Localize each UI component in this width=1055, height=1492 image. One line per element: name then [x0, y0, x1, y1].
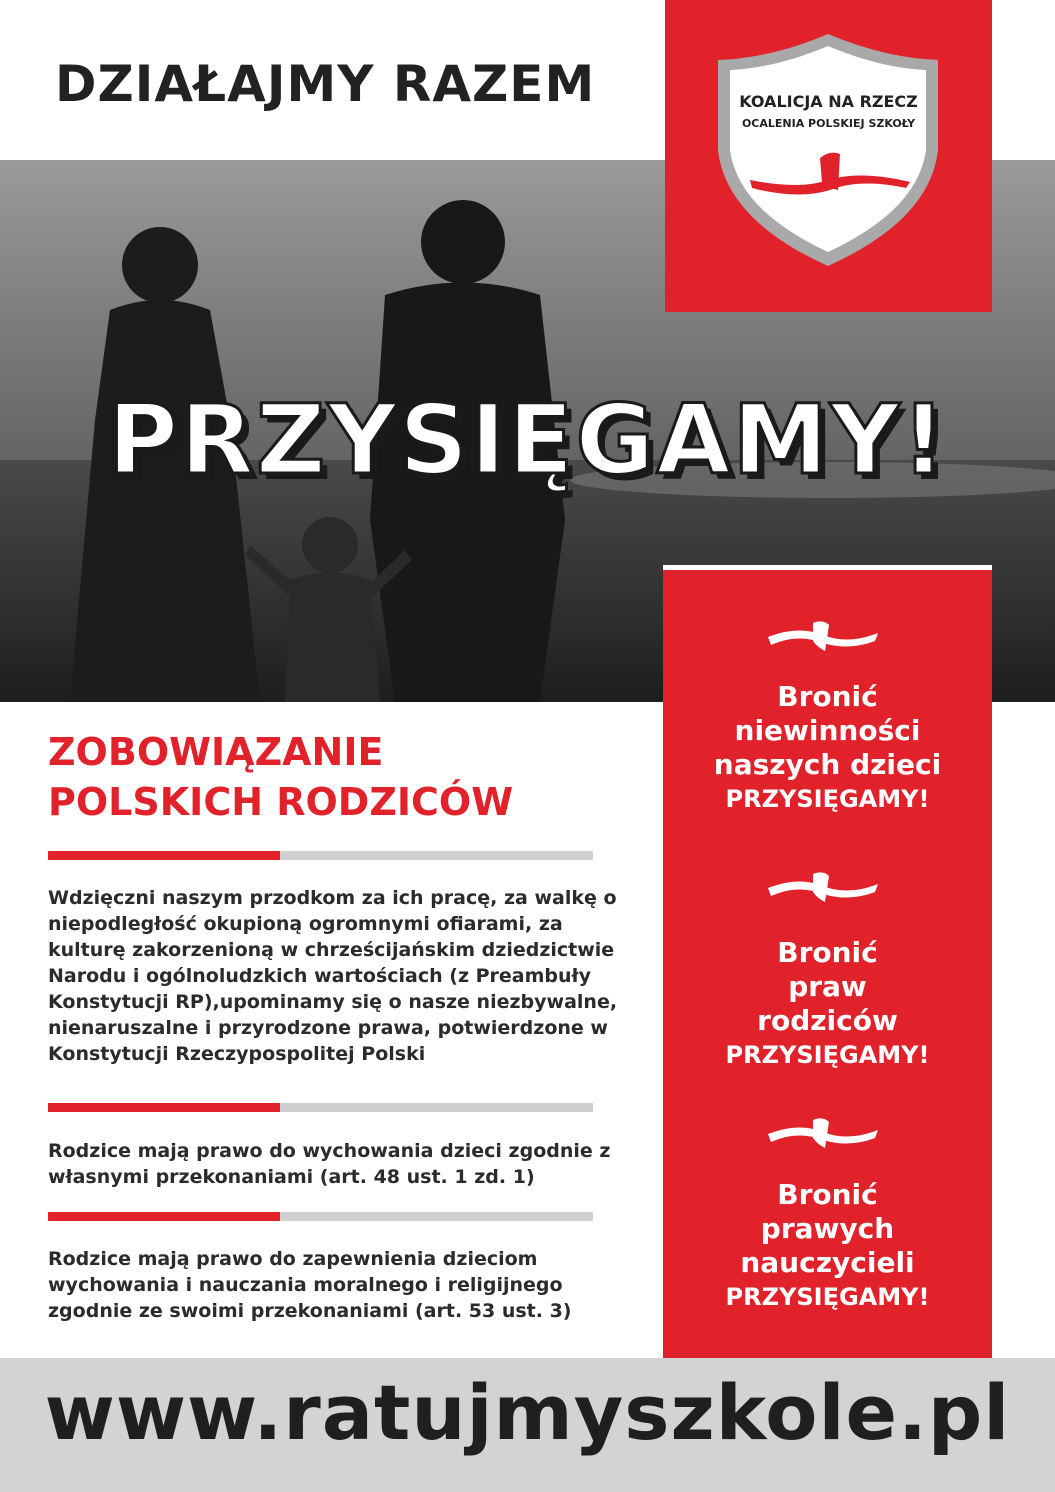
vow-1-line-3: naszych dzieci — [713, 748, 942, 781]
vow-2-line-1: Bronić — [777, 936, 878, 969]
vow-2-line-2: praw — [788, 970, 867, 1003]
vow-3-line-3: nauczycieli — [740, 1246, 915, 1279]
paragraph-art-48: Rodzice mają prawo do wychowania dzieci zgodnie z własnymi przekonaniami (art. 48 ust. 1 zd. 1) — [48, 1140, 611, 1188]
vow-1 — [663, 680, 992, 816]
paragraph-art-53: Rodzice mają prawo do zapewnienia dzieciom wychowania i nauczania moralnego i religijnego zgodnie ze swoimi przekonaniami (art. 53 ust. 3) — [48, 1248, 572, 1322]
divider — [48, 851, 593, 860]
flag-ribbon-icon — [763, 1112, 883, 1152]
section-title-line-1: ZOBOWIĄZANIE — [48, 730, 384, 774]
vow-3-line-1: Bronić — [777, 1178, 878, 1211]
vow-1-line-1: Bronić — [777, 680, 878, 713]
headline: PRZYSIĘGAMY! — [107, 384, 948, 496]
vow-2-line-3: rodziców — [757, 1004, 898, 1037]
vow-2 — [663, 936, 992, 1072]
divider — [48, 1212, 593, 1221]
logo-line-2: OCALENIA POLSKIEJ SZKOŁY — [741, 117, 916, 130]
shield-icon — [710, 30, 947, 270]
section-title-line-2: POLSKICH RODZICÓW — [48, 780, 514, 824]
website-link[interactable]: www.ratujmyszkole.pl — [44, 1368, 1011, 1457]
coalition-logo — [665, 0, 992, 312]
paragraph-preamble: Wdzięczni naszym przodkom za ich pracę, za walkę o niepodległość okupioną ogromnymi ofiarami, za kulturę zakorzenioną w chrześcijańskim dziedzictwie Narodu i ogólnoludzkich wartościach (z Preambuły Konstytucji RP),upominamy się o nasze niezbywalne, nienaruszalne i przyrodzone prawa, potwierdzone w Konstytucji Rzeczypospolitej Polski — [48, 887, 618, 1065]
vow-3-line-2: prawych — [760, 1212, 895, 1245]
flag-ribbon-icon — [763, 866, 883, 906]
section-title — [48, 727, 513, 827]
vow-3-oath: PRZYSIĘGAMY! — [725, 1283, 930, 1311]
page-title: DZIAŁAJMY RAZEM — [55, 55, 596, 113]
vow-3 — [663, 1178, 992, 1314]
logo-line-1: KOALICJA NA RZECZ — [739, 92, 918, 111]
vow-1-line-2: niewinności — [734, 714, 921, 747]
flag-ribbon-icon — [763, 615, 883, 655]
divider — [48, 1103, 593, 1112]
vow-1-oath: PRZYSIĘGAMY! — [725, 785, 930, 813]
vow-2-oath: PRZYSIĘGAMY! — [725, 1041, 930, 1069]
vows-column — [663, 570, 992, 1360]
